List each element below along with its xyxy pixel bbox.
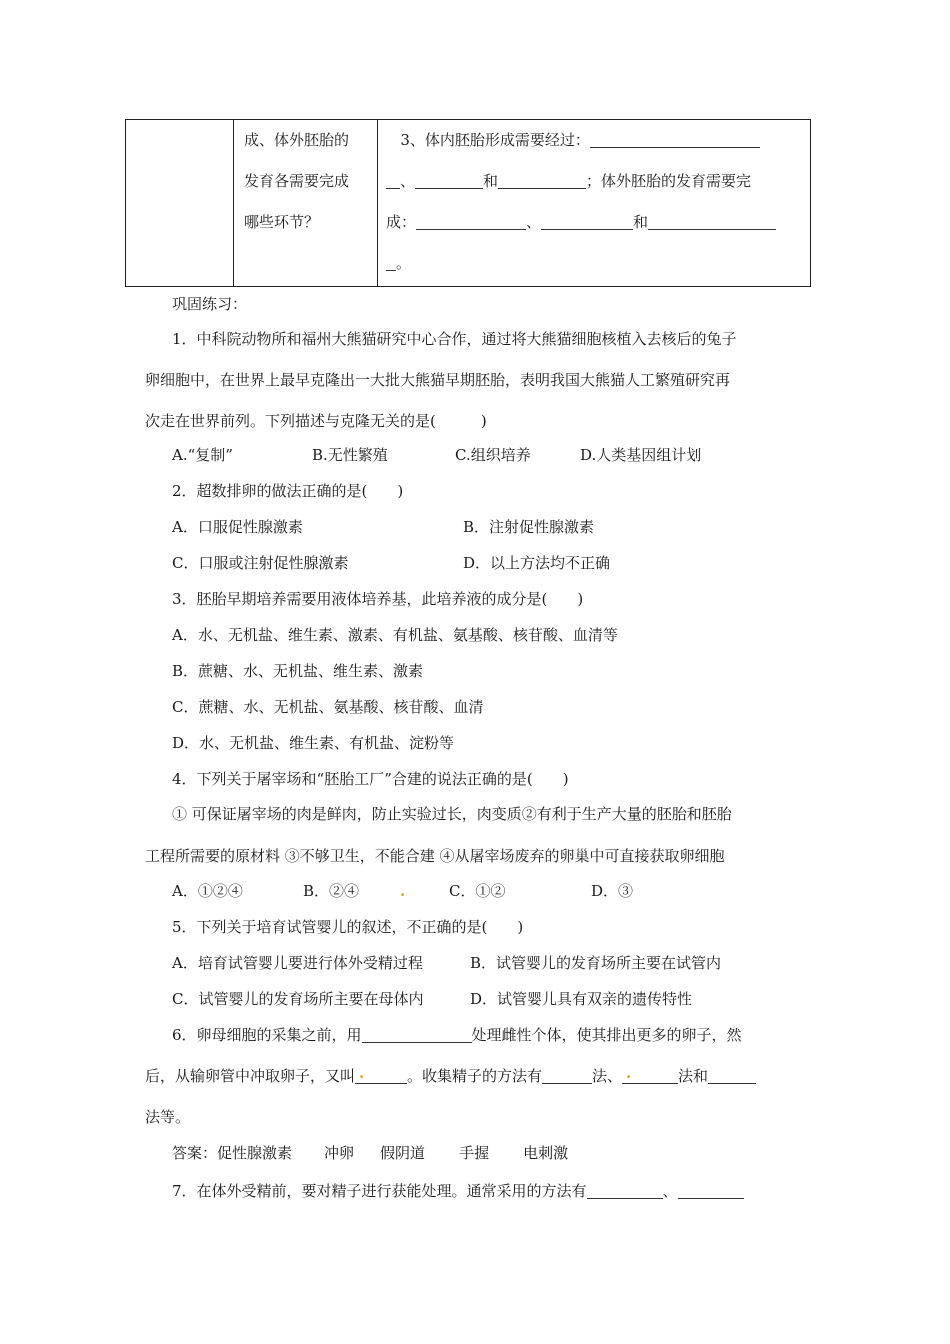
- q6-text: 。收集精子的方法有: [407, 1067, 543, 1085]
- q2-option-d: D．以上方法均不正确: [463, 554, 611, 572]
- answer-line: [172, 1143, 568, 1163]
- answer-item: 手握: [459, 1144, 490, 1162]
- cell-line: [386, 161, 810, 202]
- q5-option-c: C．试管婴儿的发育场所主要在母体内: [172, 990, 424, 1008]
- q4-option-d: D．③: [591, 882, 634, 900]
- table-cell-answer: [378, 120, 811, 287]
- q7-text: 、: [662, 1182, 678, 1200]
- answer-label: 答案：: [172, 1144, 218, 1162]
- q3-option-b: B．蔗糖、水、无机盐、维生素、激素: [172, 662, 424, 680]
- q5-option-a: A．培育试管婴儿要进行体外受精过程: [172, 954, 423, 972]
- q1-option-d: D.人类基因组计划: [580, 446, 702, 464]
- q5-stem: 5．下列关于培育试管婴儿的叙述，不正确的是( ): [172, 918, 524, 936]
- q4-dot-mark: .: [400, 882, 406, 900]
- q6-text: 6．卵母细胞的采集之前，用: [172, 1026, 362, 1044]
- q6-text: 法和: [678, 1067, 709, 1085]
- blank-line: [587, 1182, 663, 1199]
- cell-text-stem: 3、体内胚胎形成需要经过：: [400, 131, 590, 149]
- cell-line: [386, 120, 810, 161]
- answer-item: 冲卵: [324, 1144, 355, 1162]
- cell-line: 发育各需要完成: [244, 172, 350, 190]
- q1-stem-line: 1．中科院动物所和福州大熊猫研究中心合作，通过将大熊猫细胞核植入去核后的兔子: [172, 330, 737, 348]
- blank-line: [386, 172, 400, 189]
- cell-text: 、: [526, 213, 542, 231]
- q3-option-c: C．蔗糖、水、无机盐、氨基酸、核苷酸、血清: [172, 698, 484, 716]
- q4-option-b: B．②④: [303, 882, 360, 900]
- cell-text: 和: [633, 213, 649, 231]
- q7-line: [172, 1181, 744, 1201]
- q6-text: 法、: [592, 1067, 623, 1085]
- cell-line: 哪些环节？: [244, 213, 320, 231]
- cell-text: 、: [400, 172, 416, 190]
- q7-text: 7．在体外受精前，要对精子进行获能处理。通常采用的方法有: [172, 1182, 587, 1200]
- q6-text: 处理雌性个体，使其排出更多的卵子，然: [471, 1026, 742, 1044]
- question-table: [125, 119, 811, 287]
- q1-option-a: A.“复制”: [172, 446, 233, 464]
- cell-line: [386, 202, 810, 243]
- q1-option-b: B.无性繁殖: [312, 446, 388, 464]
- blank-line: [542, 1067, 592, 1084]
- q4-option-c: C．①②: [449, 882, 506, 900]
- q5-option-b: B．试管婴儿的发育场所主要在试管内: [470, 954, 722, 972]
- blank-line: [498, 172, 586, 189]
- blank-line: [362, 1026, 472, 1043]
- blank-line: [708, 1067, 756, 1084]
- q6-dot-mark: .: [359, 1064, 365, 1082]
- answer-item: 促性腺激素: [217, 1144, 293, 1162]
- cell-text: ；体外胚胎的发育需要完: [586, 172, 752, 190]
- q3-option-a: A．水、无机盐、维生素、激素、有机盐、氨基酸、核苷酸、血清等: [172, 626, 618, 644]
- answer-item: 电刺激: [523, 1144, 569, 1162]
- blank-line: [541, 213, 633, 230]
- cell-text: 成：: [386, 213, 417, 231]
- q3-stem: 3．胚胎早期培养需要用液体培养基，此培养液的成分是( ): [172, 590, 584, 608]
- q4-stem: 4．下列关于屠宰场和“胚胎工厂”合建的说法正确的是( ): [172, 770, 569, 788]
- cell-text: 和: [483, 172, 499, 190]
- cell-line: [386, 243, 810, 284]
- blank-line: [648, 213, 776, 230]
- q4-statement-line: ① 可保证屠宰场的肉是鲜肉，防止实验过长，肉变质②有利于生产大量的胚胎和胚胎: [172, 805, 732, 823]
- blank-line: [386, 254, 396, 271]
- q6-dot-mark: .: [626, 1064, 632, 1082]
- blank-line: [415, 172, 483, 189]
- q6-text: 后，从输卵管中冲取卵子，又叫: [145, 1067, 356, 1085]
- q2-stem: 2．超数排卵的做法正确的是( ): [172, 482, 404, 500]
- cell-line: 成、体外胚胎的: [244, 131, 350, 149]
- q4-statement-line: 工程所需要的原材料 ③不够卫生，不能合建 ④从屠宰场废弃的卵巢中可直接获取卵细胞: [145, 847, 725, 865]
- q3-option-d: D．水、无机盐、维生素、有机盐、淀粉等: [172, 734, 455, 752]
- q2-option-b: B．注射促性腺激素: [463, 518, 595, 536]
- q4-option-a: A．①②④: [172, 882, 243, 900]
- q6-line: [172, 1025, 742, 1045]
- q6-line: 法等。: [145, 1108, 191, 1126]
- table-cell-empty: [126, 120, 234, 287]
- q6-line: [145, 1066, 756, 1086]
- q1-stem-line: 次走在世界前列。下列描述与克隆无关的是( ): [145, 412, 487, 430]
- cell-text: 。: [396, 254, 412, 272]
- section-title: 巩固练习：: [172, 295, 248, 313]
- blank-line: [355, 1064, 407, 1084]
- table-cell-question: [234, 120, 378, 287]
- q1-stem-line: 卵细胞中，在世界上最早克隆出一大批大熊猫早期胚胎，表明我国大熊猫人工繁殖研究再: [145, 371, 731, 389]
- blank-line: [590, 131, 760, 148]
- q5-option-d: D．试管婴儿具有双亲的遗传特性: [470, 990, 693, 1008]
- q2-option-c: C．口服或注射促性腺激素: [172, 554, 349, 572]
- answer-item: 假阴道: [380, 1144, 426, 1162]
- q2-option-a: A．口服促性腺激素: [172, 518, 303, 536]
- blank-line: [622, 1064, 678, 1084]
- q1-option-c: C.组织培养: [455, 446, 531, 464]
- blank-line: [416, 213, 526, 230]
- blank-line: [678, 1182, 744, 1199]
